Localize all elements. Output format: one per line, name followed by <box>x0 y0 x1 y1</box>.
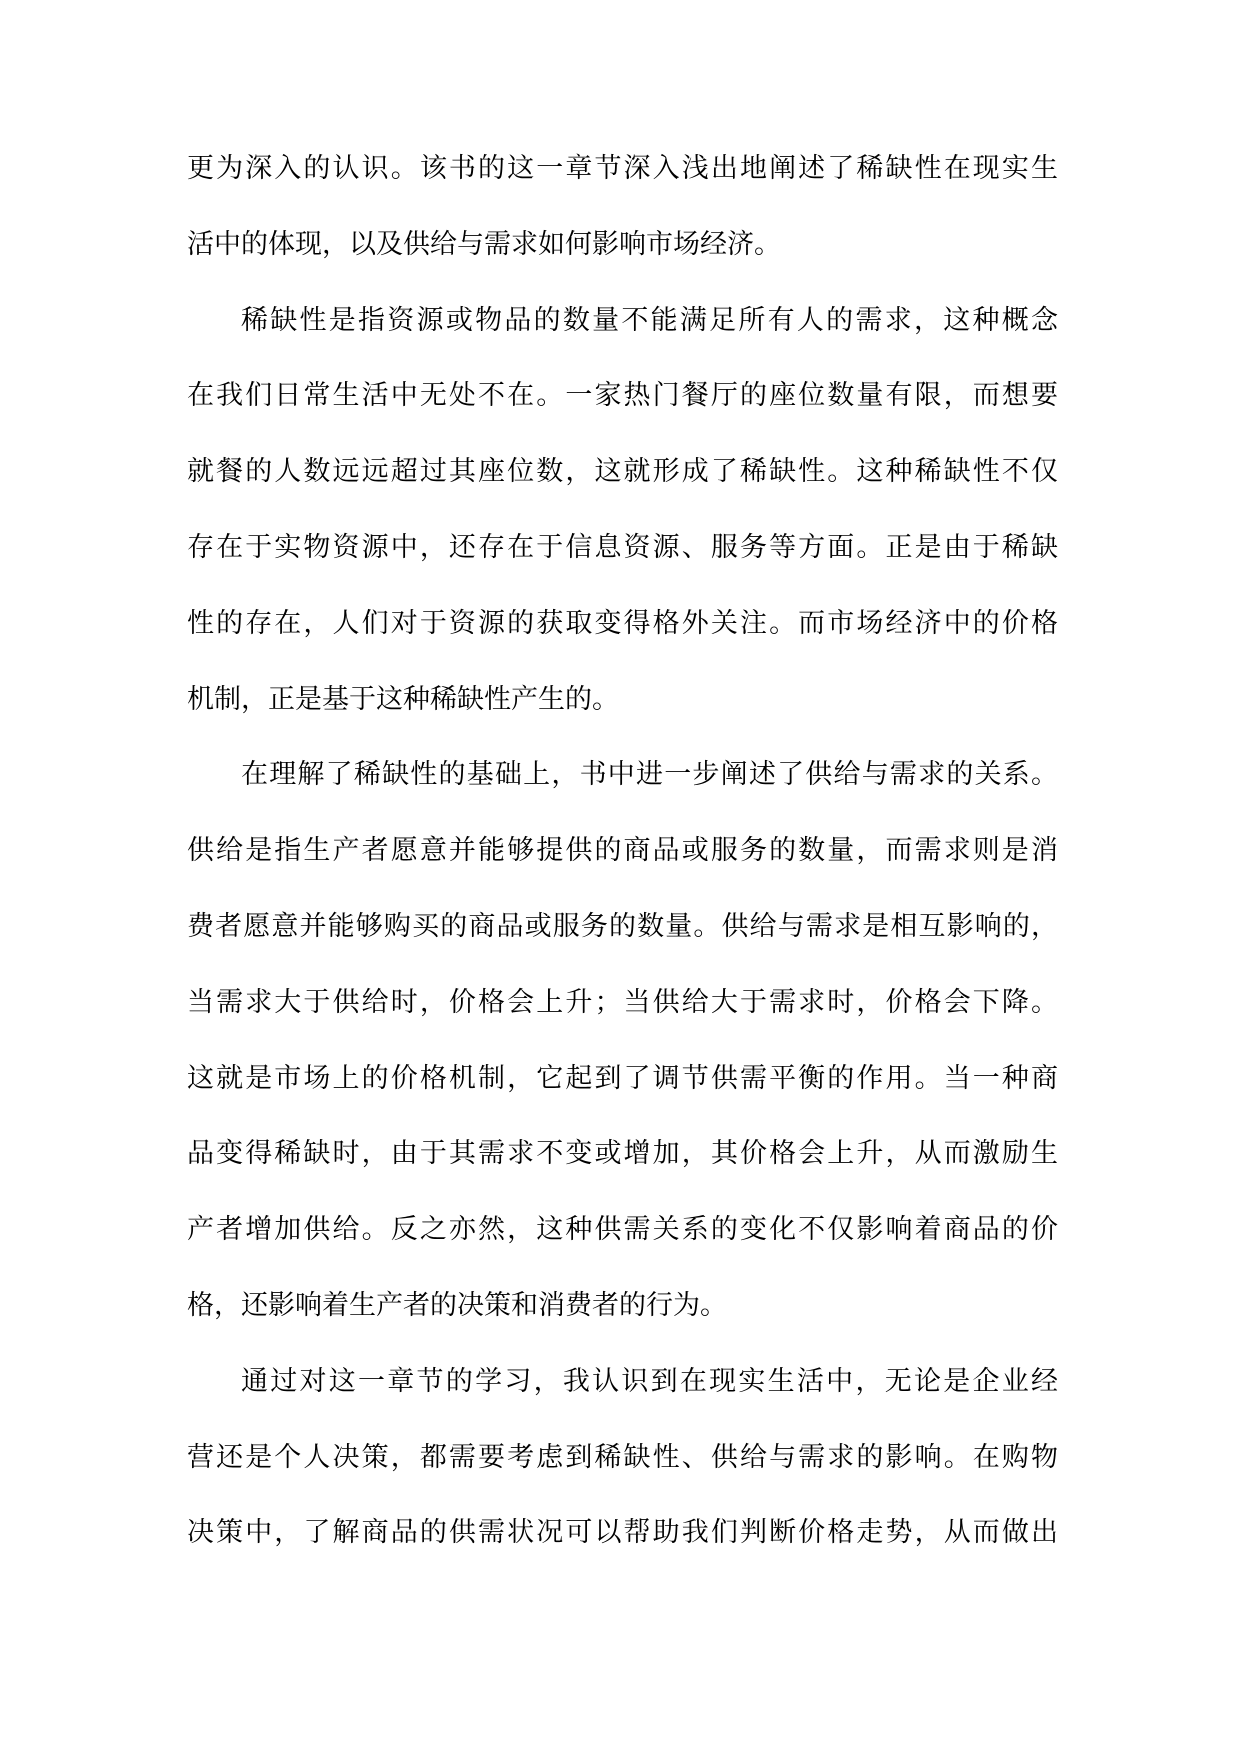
text-line: 产者增加供给。反之亦然，这种供需关系的变化不仅影响着商品的价 <box>187 1214 1058 1245</box>
text-line: 存在于实物资源中，还存在于信息资源、服务等方面。正是由于稀缺 <box>187 531 1058 562</box>
text-line: 当需求大于供给时，价格会上升；当供给大于需求时，价格会下降。 <box>187 986 1058 1017</box>
page-text-content <box>187 131 1058 1571</box>
text-line: 稀缺性是指资源或物品的数量不能满足所有人的需求，这种概念 <box>241 304 1058 335</box>
text-line: 决策中，了解商品的供需状况可以帮助我们判断价格走势，从而做出 <box>187 1517 1058 1548</box>
text-line: 性的存在，人们对于资源的获取变得格外关注。而市场经济中的价格 <box>187 607 1058 638</box>
text-line: 通过对这一章节的学习，我认识到在现实生活中，无论是企业经 <box>241 1365 1058 1396</box>
text-line: 营还是个人决策，都需要考虑到稀缺性、供给与需求的影响。在购物 <box>187 1441 1058 1472</box>
text-line: 费者愿意并能够购买的商品或服务的数量。供给与需求是相互影响的， <box>187 910 1058 941</box>
text-line: 就餐的人数远远超过其座位数，这就形成了稀缺性。这种稀缺性不仅 <box>187 456 1058 487</box>
text-line: 在我们日常生活中无处不在。一家热门餐厅的座位数量有限，而想要 <box>187 380 1058 411</box>
text-line: 在理解了稀缺性的基础上，书中进一步阐述了供给与需求的关系。 <box>241 759 1058 790</box>
text-line: 这就是市场上的价格机制，它起到了调节供需平衡的作用。当一种商 <box>187 1062 1058 1093</box>
text-line: 品变得稀缺时，由于其需求不变或增加，其价格会上升，从而激励生 <box>187 1138 1058 1169</box>
text-line: 活中的体现，以及供给与需求如何影响市场经济。 <box>187 228 781 259</box>
text-line: 机制，正是基于这种稀缺性产生的。 <box>187 683 619 714</box>
text-line: 供给是指生产者愿意并能够提供的商品或服务的数量，而需求则是消 <box>187 835 1058 866</box>
text-line: 格，还影响着生产者的决策和消费者的行为。 <box>187 1289 727 1320</box>
text-line: 更为深入的认识。该书的这一章节深入浅出地阐述了稀缺性在现实生 <box>187 153 1058 183</box>
